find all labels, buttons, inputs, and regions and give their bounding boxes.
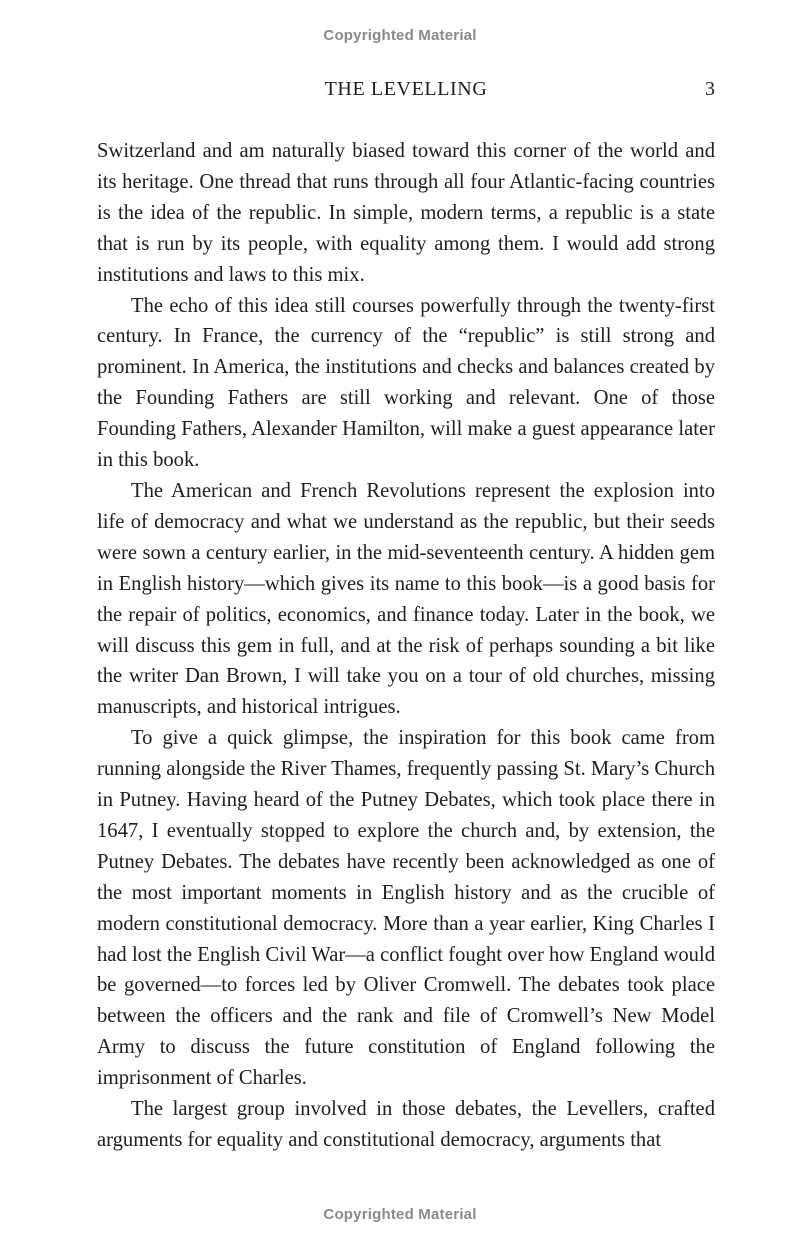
paragraph-continued: Switzerland and am naturally biased toward this corner of the world and its heritage. One thread that runs through all four Atlantic-facing countries is the idea of the republic. In simple, modern terms, a republic is a state that is run by its people, with equality among them. I would add strong institutions and laws to this mix. [97, 140, 715, 286]
paragraph-revolutions: The American and French Revolutions represent the explosion into life of democracy and what we understand as the republic, but their seeds were sown a century earlier, in the mid-seventeenth century. A hidden gem in English history—which gives its name to this book—is a good basis for the repair of politics, economics, and finance today. Later in the book, we will discuss this gem in full, and at the risk of perhaps sounding a bit like the writer Dan Brown, I will take you on a tour of old churches, missing manuscripts, and historical intrigues. [97, 479, 715, 719]
running-title: THE LEVELLING [324, 78, 488, 100]
paragraph-echo-of-idea: The echo of this idea still courses powerfully through the twenty-first century. In France, the currency of the “republic” is still strong and prominent. In America, the institutions and checks and balances created by the Founding Fathers are still working and relevant. One of those Founding Fathers, Alexander Hamilton, will make a guest appearance later in this book. [97, 294, 715, 472]
copyright-watermark-bottom: Copyrighted Material [323, 1206, 477, 1223]
paragraph-levellers: The largest group involved in those debates, the Levellers, crafted arguments for equality and constitutional democracy, arguments that [97, 1098, 715, 1151]
page-number: 3 [705, 78, 715, 100]
copyright-watermark-top: Copyrighted Material [323, 27, 477, 44]
body-text [97, 136, 715, 1156]
running-header [97, 78, 715, 104]
paragraph-putney-debates: To give a quick glimpse, the inspiration for this book came from running alongside the River Thames, frequently passing St. Mary’s Church in Putney. Having heard of the Putney Debates, which took place there in 1647, I eventually stopped to explore the church and, by extension, the Putney Debates. The debates have recently been acknowledged as one of the most important moments in English history and as the crucible of modern constitutional democracy. More than a year earlier, King Charles I had lost the English Civil War—a conflict fought over how England would be governed—to forces led by Oliver Cromwell. The debates took place between the officers and the rank and file of Cromwell’s New Model Army to discuss the future constitution of England following the imprisonment of Charles. [97, 727, 715, 1090]
